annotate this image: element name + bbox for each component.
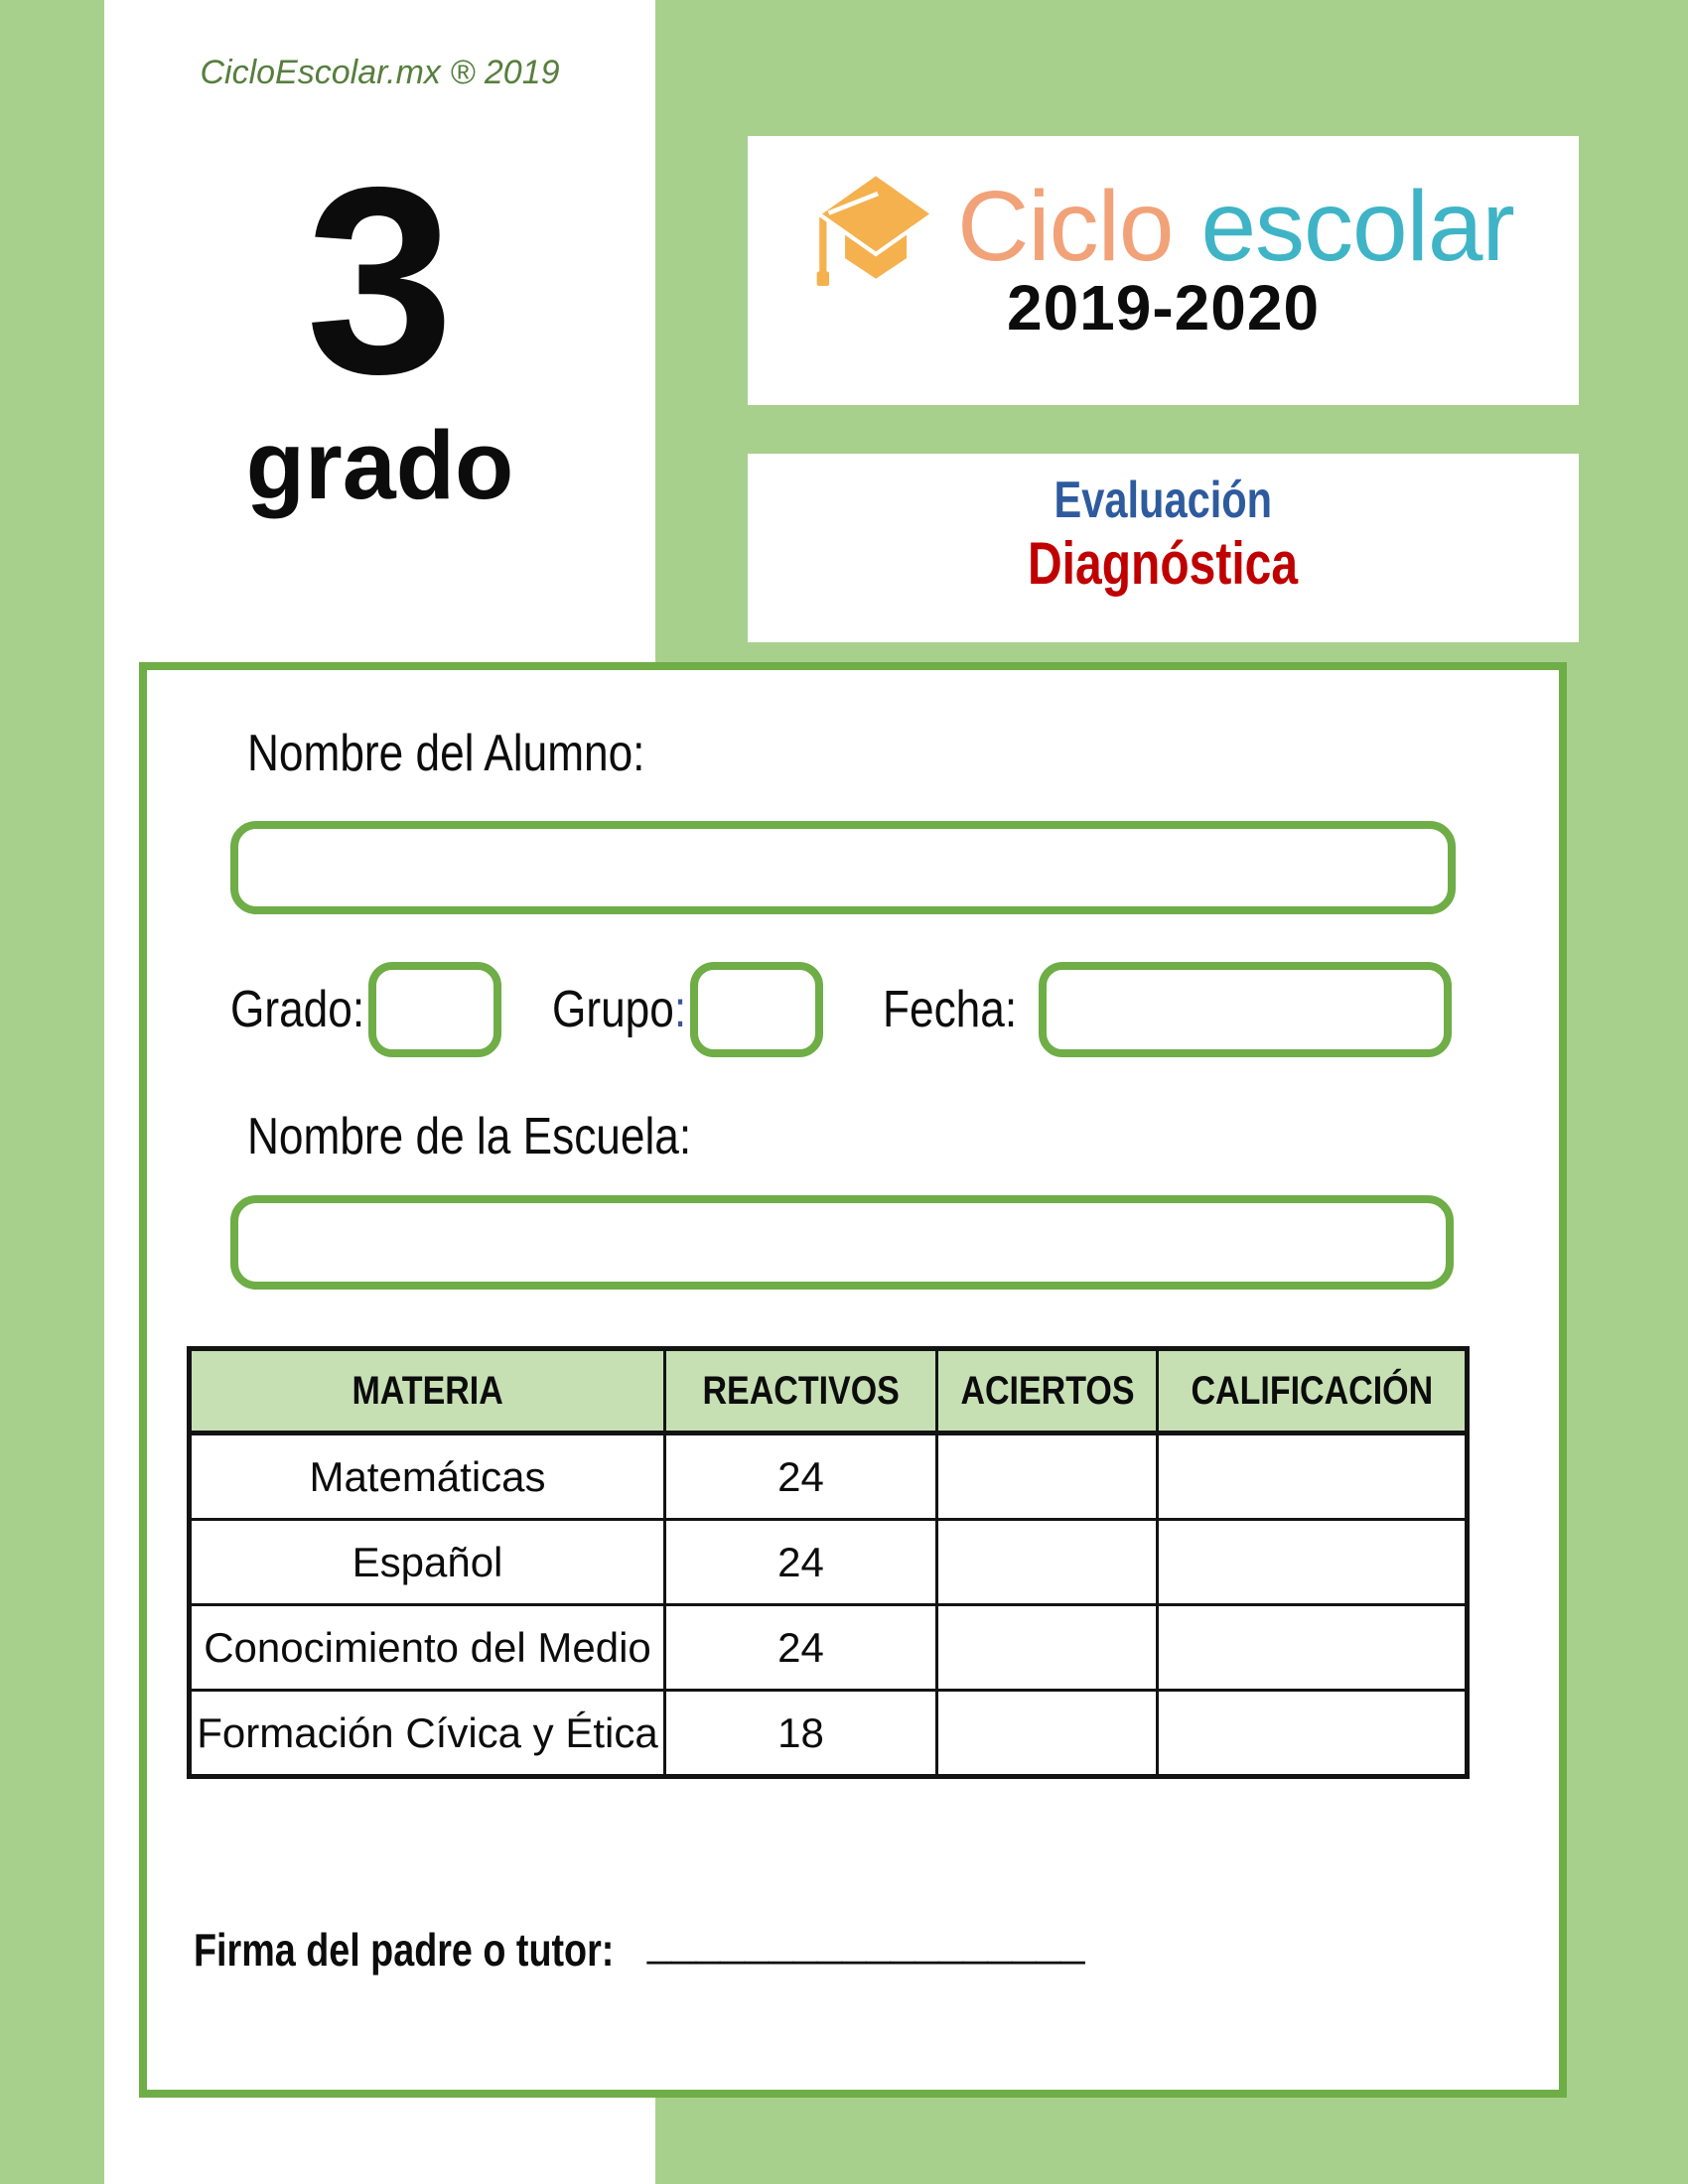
cell-calificacion[interactable] <box>1158 1605 1468 1691</box>
col-header-calificacion: CALIFICACIÓN <box>1158 1349 1468 1433</box>
grade-number: 3 <box>305 131 455 429</box>
logo-wordmark <box>957 171 1514 282</box>
group-colon: : <box>673 980 687 1038</box>
diagnostic-subtitle: Diagnóstica <box>1028 529 1299 597</box>
date-input[interactable] <box>1039 962 1452 1057</box>
school-name-label: Nombre de la Escuela: <box>247 1108 692 1165</box>
col-header-reactivos: REACTIVOS <box>665 1349 937 1433</box>
cell-reactivos: 24 <box>665 1433 937 1520</box>
grade-label: Grado: <box>230 980 365 1038</box>
cell-aciertos[interactable] <box>937 1433 1158 1520</box>
logo-card <box>748 136 1579 405</box>
group-input[interactable] <box>690 962 823 1057</box>
cell-reactivos: 24 <box>665 1605 937 1691</box>
brand-escolar: escolar <box>1200 171 1514 282</box>
signature-row <box>147 1917 1559 1992</box>
table-row <box>190 1520 1468 1605</box>
school-name-input[interactable] <box>230 1195 1454 1290</box>
signature-label: Firma del padre o tutor: <box>194 1924 615 1976</box>
col-header-aciertos: ACIERTOS <box>937 1349 1158 1433</box>
cell-materia: Formación Cívica y Ética <box>190 1691 665 1777</box>
brand-ciclo: Ciclo <box>957 171 1174 282</box>
cell-materia: Español <box>190 1520 665 1605</box>
cell-reactivos: 18 <box>665 1691 937 1777</box>
cell-calificacion[interactable] <box>1158 1433 1468 1520</box>
date-label: Fecha: <box>883 980 1018 1038</box>
evaluation-banner <box>748 454 1579 642</box>
table-row <box>190 1433 1468 1520</box>
grade-input[interactable] <box>368 962 501 1057</box>
scores-table <box>187 1346 1470 1779</box>
grade-group-date-row <box>147 960 1559 1058</box>
scores-table-body <box>190 1433 1468 1777</box>
group-label: Grupo: <box>552 980 687 1038</box>
cell-calificacion[interactable] <box>1158 1520 1468 1605</box>
student-name-input[interactable] <box>230 821 1456 914</box>
cell-materia: Matemáticas <box>190 1433 665 1520</box>
table-row <box>190 1691 1468 1777</box>
watermark-text: CicloEscolar.mx ® 2019 <box>200 54 560 91</box>
cell-materia: Conocimiento del Medio <box>190 1605 665 1691</box>
cell-calificacion[interactable] <box>1158 1691 1468 1777</box>
signature-line[interactable]: __________________ <box>647 1917 1085 1966</box>
table-header-row <box>190 1349 1468 1433</box>
col-header-materia: MATERIA <box>190 1349 665 1433</box>
grade-word: grado <box>245 411 514 519</box>
cell-aciertos[interactable] <box>937 1691 1158 1777</box>
table-row <box>190 1605 1468 1691</box>
cell-reactivos: 24 <box>665 1520 937 1605</box>
form-card <box>139 662 1567 2098</box>
cell-aciertos[interactable] <box>937 1605 1158 1691</box>
student-name-label: Nombre del Alumno: <box>247 725 645 782</box>
cell-aciertos[interactable] <box>937 1520 1158 1605</box>
evaluation-title: Evaluación <box>1054 472 1273 529</box>
school-year: 2019-2020 <box>1006 272 1321 343</box>
